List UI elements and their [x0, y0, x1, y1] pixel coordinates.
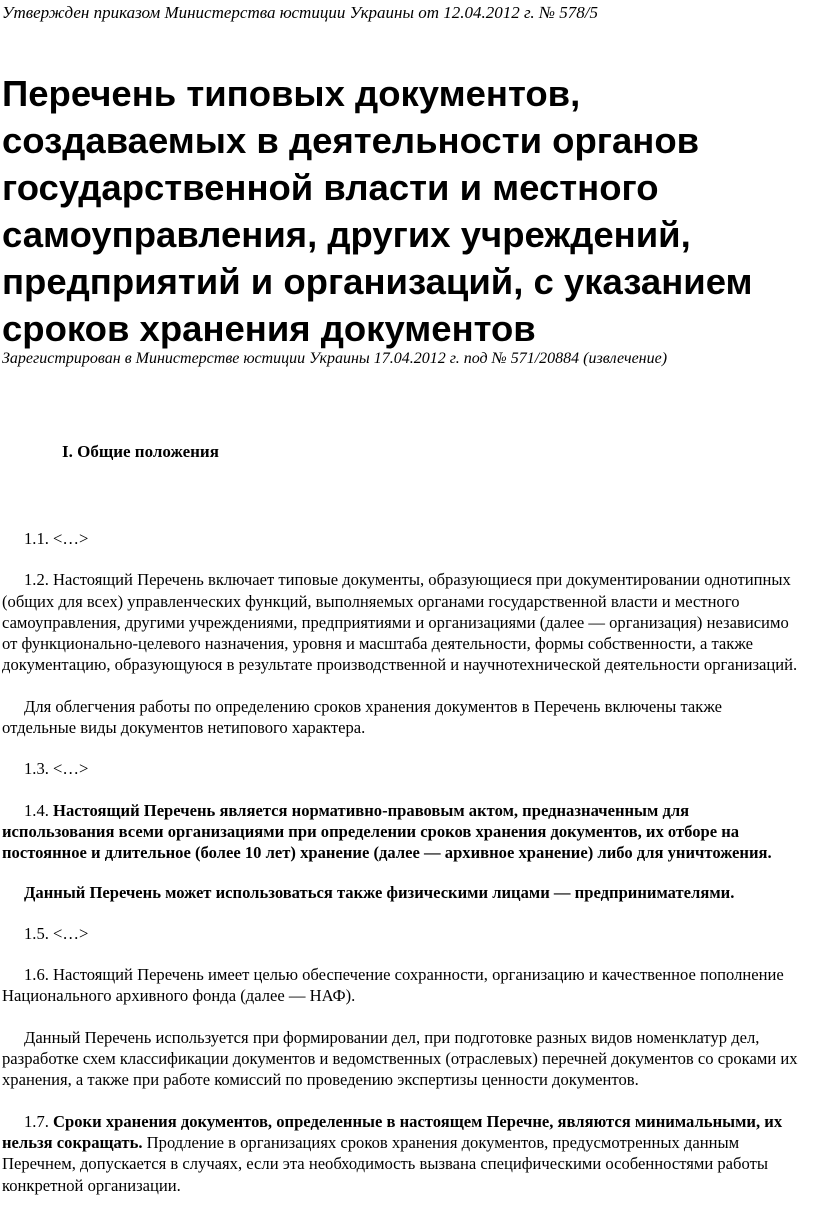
- paragraph-1-2: 1.2. Настоящий Перечень включает типовые документы, образующиеся при документировании однотипных (общих для всех) управленческих функций, выполняемых органами государственной власти и местного самоуправления, другими учреждениями, предприятиями и организациями (далее — организация) независимо от функционально-целевого назначения, уровня и масштаба деятельности, формы собственности, а также документацию, образующуюся в результате производственной и научнотехнической деятельности организаций.: [2, 570, 798, 675]
- paragraph-1-6-extra: Данный Перечень используется при формировании дел, при подготовке разных видов номенклатур дел, разработке схем классификации документов и ведомственных (отраслевых) перечней документов со сроками их хранения, а также при работе комиссий по проведению экспертизы ценности документов.: [2, 1027, 798, 1090]
- paragraph-1-3: 1.3. <…>: [24, 759, 89, 779]
- paragraph-1-4-extra: Данный Перечень может использоваться также физическими лицами — предпринимателями.: [24, 882, 735, 902]
- paragraph-1-4-bold-text: Настоящий Перечень является нормативно-правовым актом, предназначенным для использования всеми организациями при определении сроков хранения документов, их отборе на постоянное и длительное (более 10 лет) хранение (далее — архивное хранение) либо для уничтожения.: [2, 800, 772, 863]
- approval-note: Утвержден приказом Министерства юстиции Украины от 12.04.2012 г. № 578/5: [2, 3, 598, 22]
- registration-note: Зарегистрирован в Министерстве юстиции Украины 17.04.2012 г. под № 571/20884 (извлечение): [2, 350, 668, 367]
- paragraph-1-5: 1.5. <…>: [24, 923, 89, 943]
- document-title: Перечень типовых документов, создаваемых в деятельности органов государственной власти и местного самоуправления, других учреждений, предприятий и организаций, с указанием сроков хранения документов: [2, 73, 753, 349]
- paragraph-1-7-rest-text: Продление в организациях сроков хранения документов, предусмотренных данным Перечнем, допускается в случаях, если эта необходимость вызвана специфическими особенностями работы конкретной организации.: [2, 1132, 768, 1195]
- paragraph-1-4: [2, 800, 798, 864]
- paragraph-1-6: 1.6. Настоящий Перечень имеет целью обеспечение сохранности, организацию и качественное пополнение Национального архивного фонда (далее — НАФ).: [2, 965, 784, 1006]
- section-body: [2, 528, 798, 1196]
- paragraph-1-7: [2, 1111, 798, 1196]
- section-heading: I. Общие положения: [62, 442, 219, 461]
- paragraph-1-7-number: 1.7.: [24, 1111, 54, 1131]
- paragraph-1-7-bold-text: Сроки хранения документов, определенные в настоящем Перечне, являются минимальными, их нельзя сокращать.: [2, 1111, 783, 1152]
- paragraph-1-2-extra: Для облегчения работы по определению сроков хранения документов в Перечень включены также отдельные виды документов нетипового характера.: [2, 696, 722, 738]
- paragraph-1-1: 1.1. <…>: [24, 529, 89, 548]
- paragraph-1-4-number: 1.4.: [24, 800, 54, 820]
